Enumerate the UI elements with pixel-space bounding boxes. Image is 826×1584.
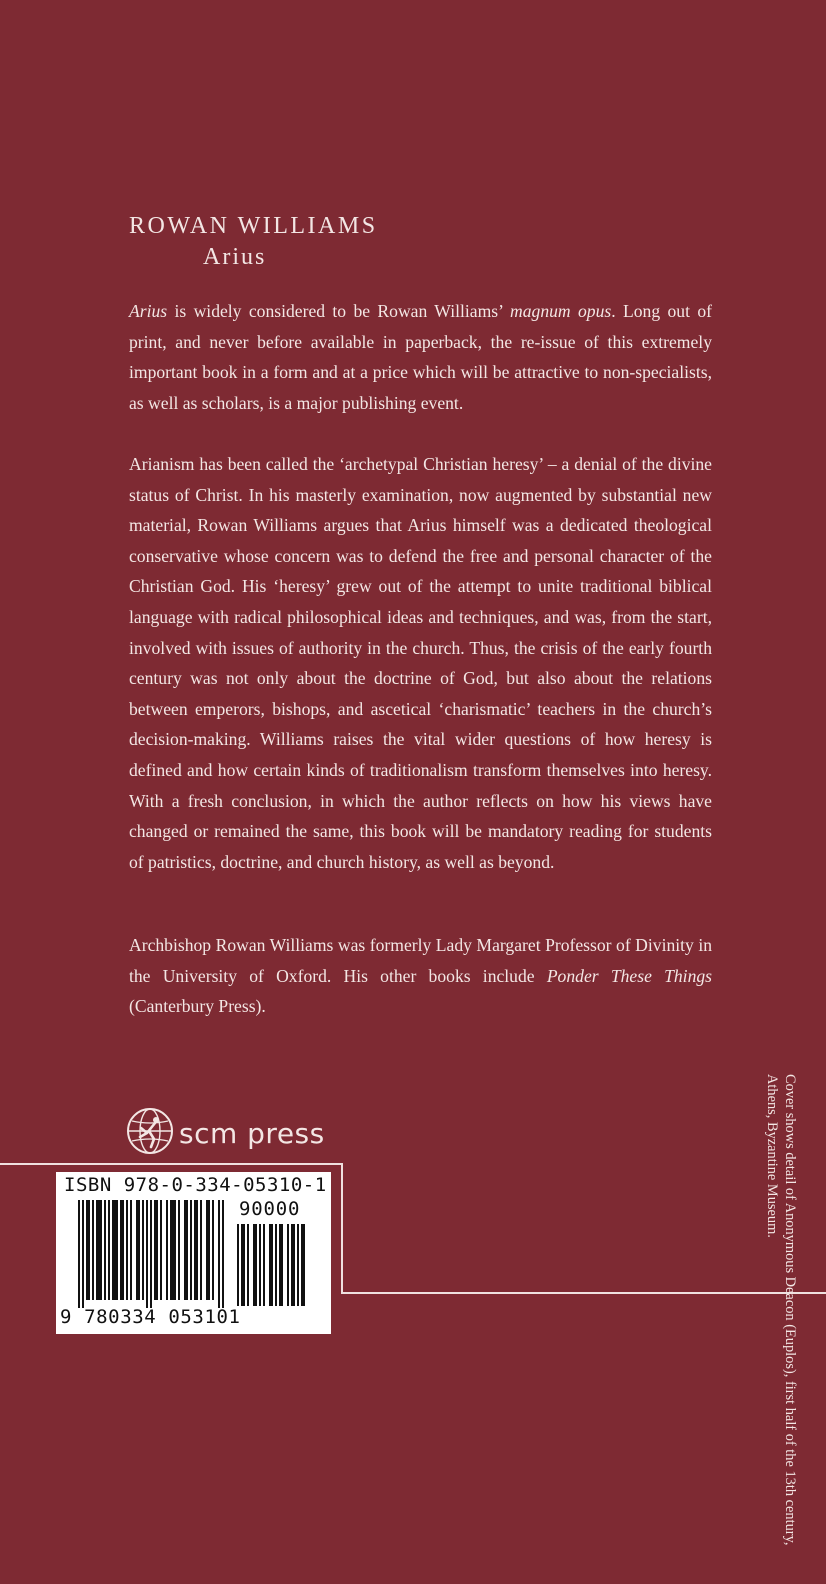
globe-figure-icon	[125, 1106, 175, 1161]
blurb-text: is widely considered to be Rowan Williams’	[167, 301, 511, 321]
frame-line-horizontal	[0, 1163, 343, 1165]
publisher-name: scm press	[179, 1117, 325, 1150]
bio-text: Archbishop Rowan Williams was formerly Lady Margaret Professor of Divinity in the University of Oxford. His other books include	[129, 935, 712, 986]
frame-line-vertical	[341, 1163, 343, 1294]
publisher-logo	[125, 1106, 325, 1161]
blurb-paragraph-2: Arianism has been called the ‘archetypal Christian heresy’ – a denial of the divine status of Christ. In his masterly examination, now augmented by substantial new material, Rowan Williams argues that Arius himself was a dedicated theological conservative whose concern was to defend the free and personal character of the Christian God. His ‘heresy’ grew out of the attempt to unite traditional biblical language with radical philosophical ideas and techniques, and was, from the start, involved with issues of authority in the church. Thus, the crisis of the early fourth century was not only about the doctrine of God, but also about the relations between emperors, bishops, and ascetical ‘charismatic’ teachers in the church’s decision-making. Williams raises the vital wider questions of how heresy is defined and how certain kinds of traditionalism transform themselves into heresy. With a fresh conclusion, in which the author reflects on how his views have changed or remained the same, this book will be mandatory reading for students of patristics, doctrine, and church history, as well as beyond.	[129, 454, 712, 872]
book-title: Arius	[203, 244, 267, 270]
title-italic: Arius	[129, 301, 168, 321]
blurb-text: . Long out of print, and never before available in paperback, the re-issue of this extremely important book in a form and at a price which will be attractive to non-specialists, as well as scholars, is a major publishing event.	[129, 301, 712, 413]
price-code: 90000	[239, 1198, 301, 1220]
barcode-bars	[78, 1200, 228, 1308]
isbn-number: ISBN 978-0-334-05310-1	[64, 1174, 327, 1196]
author-bio	[129, 930, 712, 1022]
ean-digits: 9 780334 053101	[60, 1306, 241, 1328]
barcode	[56, 1172, 331, 1334]
bio-text: (Canterbury Press).	[129, 996, 266, 1017]
frame-line-bottom	[341, 1292, 826, 1294]
other-book-title: Ponder These Things	[546, 965, 713, 986]
magnum-opus-italic: magnum opus	[510, 301, 612, 321]
blurb-paragraph-1	[129, 296, 712, 418]
author-name: ROWAN WILLIAMS	[129, 213, 378, 239]
supplement-bars	[237, 1224, 307, 1306]
cover-credit: Cover shows detail of Anonymous Deacon (Euplos), first half of the 13th century, Athens, Byzantine Museum.	[764, 1074, 798, 1546]
